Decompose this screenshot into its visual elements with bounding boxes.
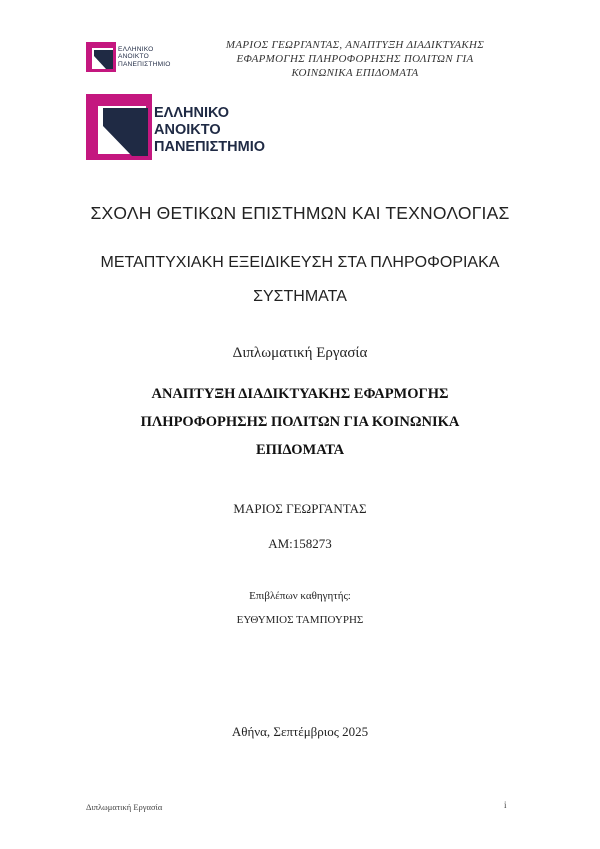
header-logo-line: ΑΝΟΙΚΤΟ [118,53,149,61]
running-header-line: ΚΟΙΝΩΝΙΚΑ ΕΠΙΔΟΜΑΤΑ [291,67,419,79]
page-number: i [504,800,507,810]
header-logo-text [118,46,171,68]
running-header-line: ΕΦΑΡΜΟΓΗΣ ΠΛΗΡΟΦΟΡΗΣΗΣ ΠΟΛΙΤΩΝ ΓΙΑ [236,53,474,65]
place-date: Αθήνα, Σεπτέμβριος 2025 [231,724,369,739]
running-header-line: ΜΑΡΙΟΣ ΓΕΩΡΓΑΝΤΑΣ, ΑΝΑΠΤΥΞΗ ΔΙΑΔΙΚΤΥΑΚΗΣ [225,39,485,51]
logo-line: ΑΝΟΙΚΤΟ [154,122,221,138]
university-logo-text [154,105,265,156]
university-logo-icon [86,42,116,72]
school-name: ΣΧΟΛΗ ΘΕΤΙΚΩΝ ΕΠΙΣΤΗΜΩΝ ΚΑΙ ΤΕΧΝΟΛΟΓΙΑΣ [90,203,510,223]
supervisor-label: Επιβλέπων καθηγητής: [249,590,351,602]
thesis-title-line: ΑΝΑΠΤΥΞΗ ΔΙΑΔΙΚΤΥΑΚΗΣ ΕΦΑΡΜΟΓΗΣ [151,386,449,402]
logo-line: ΠΑΝΕΠΙΣΤΗΜΙΟ [154,139,266,155]
student-id: ΑΜ:158273 [268,536,332,551]
header-logo-line: ΠΑΝΕΠΙΣΤΗΜΙΟ [118,60,171,68]
header-logo [86,42,178,72]
logo-line: ΕΛΛΗΝΙΚΟ [154,105,230,121]
footer-label: Διπλωματική Εργασία [86,802,163,812]
specialization-line: ΣΥΣΤΗΜΑΤΑ [253,288,347,305]
header-logo-line: ΕΛΛΗΝΙΚΟ [118,46,154,53]
thesis-type: Διπλωματική Εργασία [232,345,368,361]
supervisor-name: ΕΥΘΥΜΙΟΣ ΤΑΜΠΟΥΡΗΣ [236,614,364,626]
university-logo-mark-icon [86,94,152,160]
specialization-line: ΜΕΤΑΠΤΥΧΙΑΚΗ ΕΞΕΙΔΙΚΕΥΣΗ ΣΤΑ ΠΛΗΡΟΦΟΡΙΑΚΑ [100,254,500,271]
university-logo [86,94,286,160]
author-name: ΜΑΡΙΟΣ ΓΕΩΡΓΑΝΤΑΣ [233,501,367,516]
running-header [210,38,500,80]
thesis-title-line: ΠΛΗΡΟΦΟΡΗΣΗΣ ΠΟΛΙΤΩΝ ΓΙΑ ΚΟΙΝΩΝΙΚΑ [140,414,460,430]
specialization [0,246,600,314]
thesis-title-line: ΕΠΙΔΟΜΑΤΑ [255,442,345,458]
thesis-title [0,380,600,464]
